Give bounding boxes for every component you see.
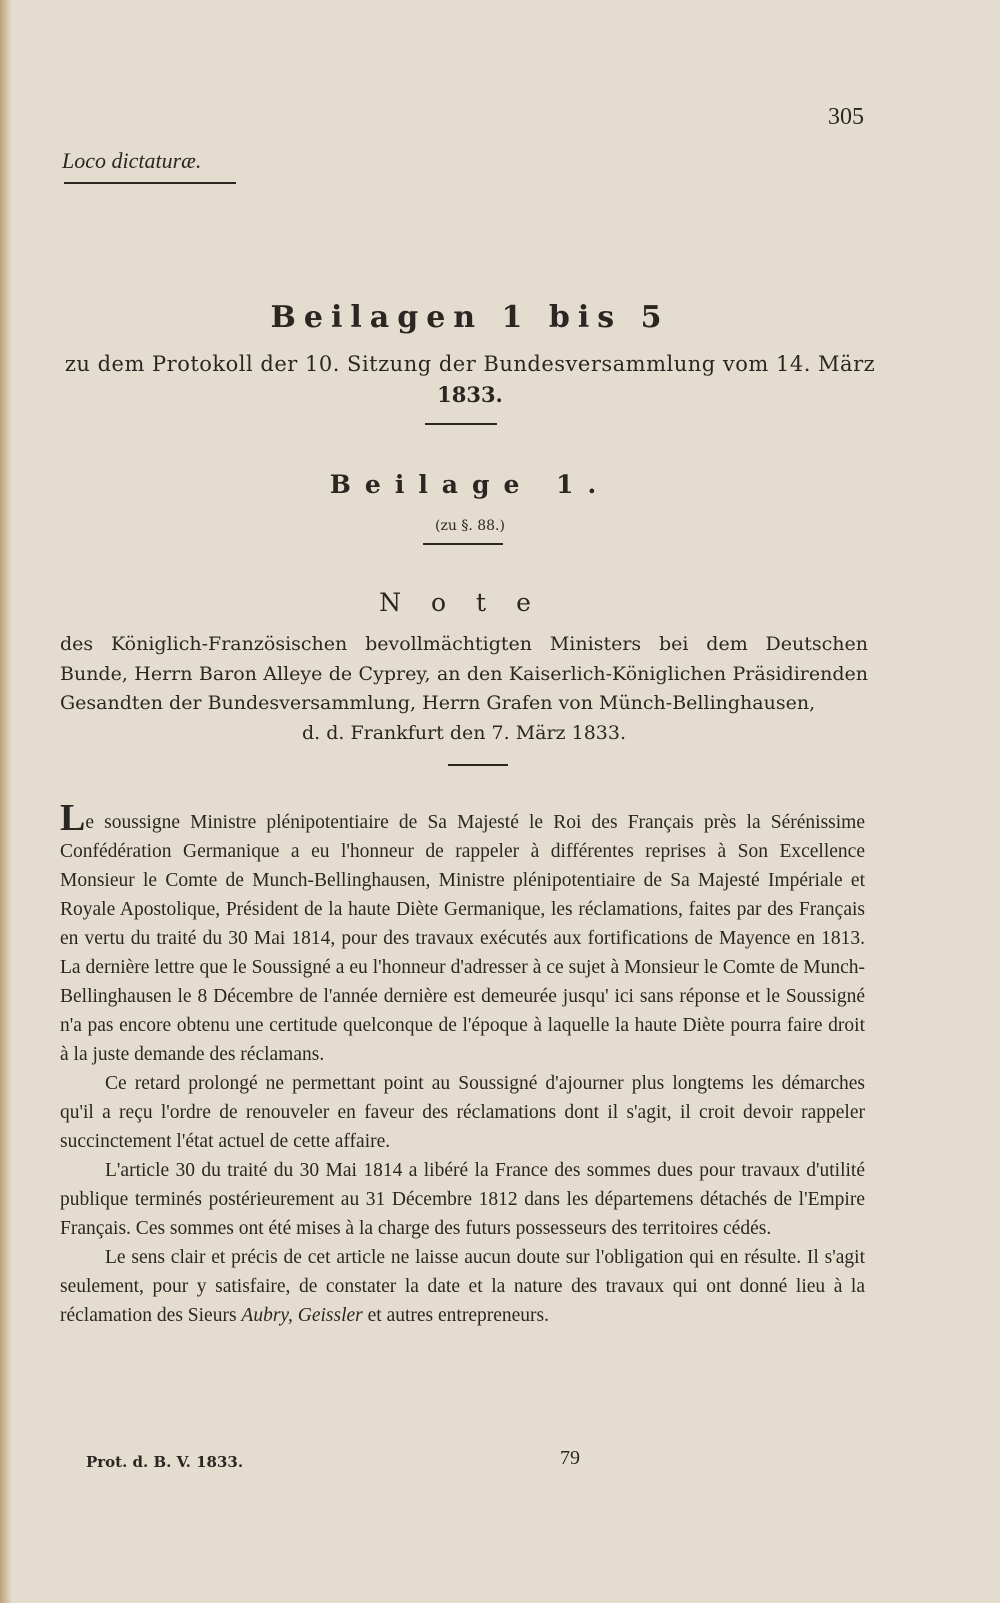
paragraph-2: Ce retard prolongé ne permettant point au Soussigné d'ajourner plus longtems les démarches qu'il a reçu l'ordre de renouveler en faveur des réclamations dont il s'agit, il croit devoir rappeler succinctement l'état actuel de cette affaire. [60, 1073, 865, 1152]
paragraph-4 [60, 1243, 865, 1330]
name-geissler: Geissler [297, 1305, 363, 1326]
divider-rule [448, 764, 508, 766]
divider-rule [423, 543, 503, 545]
loco-underline [64, 182, 236, 184]
beilage-reference: (zu §. 88.) [435, 518, 505, 534]
main-heading: Beilagen 1 bis 5 [270, 300, 670, 335]
subheading-line-2: 1833. [437, 382, 503, 407]
page-edge-shadow [0, 0, 12, 1603]
footer-protocol-ref: Prot. d. B. V. 1833. [86, 1453, 244, 1471]
note-date-line: d. d. Frankfurt den 7. März 1833. [301, 721, 626, 744]
note-description [60, 630, 868, 748]
letter-body [60, 797, 865, 1330]
paragraph-4-end: et autres entrepreneurs. [367, 1305, 549, 1326]
note-description-text: des Königlich-Französischen bevollmächtigten Ministers bei dem Deutschen Bunde, Herrn Baron Alleye de Cyprey, an den Kaiserlich-Königlichen Präsidirenden Gesandten der Bundesversammlung, Herrn Grafen von Münch-Bellinghausen, [60, 633, 868, 714]
divider-rule [425, 423, 497, 425]
subheading-line-1: zu dem Protokoll der 10. Sitzung der Bundesversammlung vom 14. März [64, 352, 876, 376]
beilage-title: Beilage 1. [329, 470, 611, 499]
paragraph-3: L'article 30 du traité du 30 Mai 1814 a libéré la France des sommes dues pour travaux d'utilité publique terminés postérieurement au 31 Décembre 1812 dans les départemens détachés de l'Empire Français. Ces sommes ont été mises à la charge des futurs possesseurs des territoires cédés. [60, 1160, 865, 1239]
name-aubry: Aubry, [241, 1305, 293, 1326]
paragraph-1 [60, 797, 865, 1069]
page-number: 305 [828, 104, 864, 130]
drop-cap: L [60, 797, 86, 839]
paragraph-1-text: e soussigne Ministre plénipotentiaire de Sa Majesté le Roi des Français près la Sérénissime Confédération Germanique a eu l'honneur de rappeler à différentes reprises à Son Excellence Monsieur le Comte de Munch-Bellinghausen, Ministre plénipotentiaire de Sa Majesté Impériale et Royale Apostolique, Président de la haute Diète Germanique, les réclamations, faites par des Français en vertu du traité du 30 Mai 1814, pour des travaux exécutés aux fortifications de Mayence en 1813. La dernière lettre que le Soussigné a eu l'honneur d'adresser à ce sujet à Monsieur le Comte de Munch-Bellinghausen le 8 Décembre de l'année dernière est demeurée jusqu' ici sans réponse et le Soussigné n'a pas encore obtenu une certitude quelconque de l'époque à laquelle la haute Diète pourra faire droit à la juste demande des réclamans. [60, 812, 865, 1065]
paragraph-4-text: Le sens clair et précis de cet article ne laisse aucun doute sur l'obligation qui en résulte. Il s'agit seulement, pour y satisfaire, de constater la date et la nature des travaux qui ont donné lieu à la réclamation des Sieurs [60, 1247, 865, 1326]
footer-signature-number: 79 [560, 1447, 580, 1469]
note-title: Note [379, 588, 561, 617]
loco-dictaturae-label: Loco dictaturæ. [62, 148, 202, 173]
